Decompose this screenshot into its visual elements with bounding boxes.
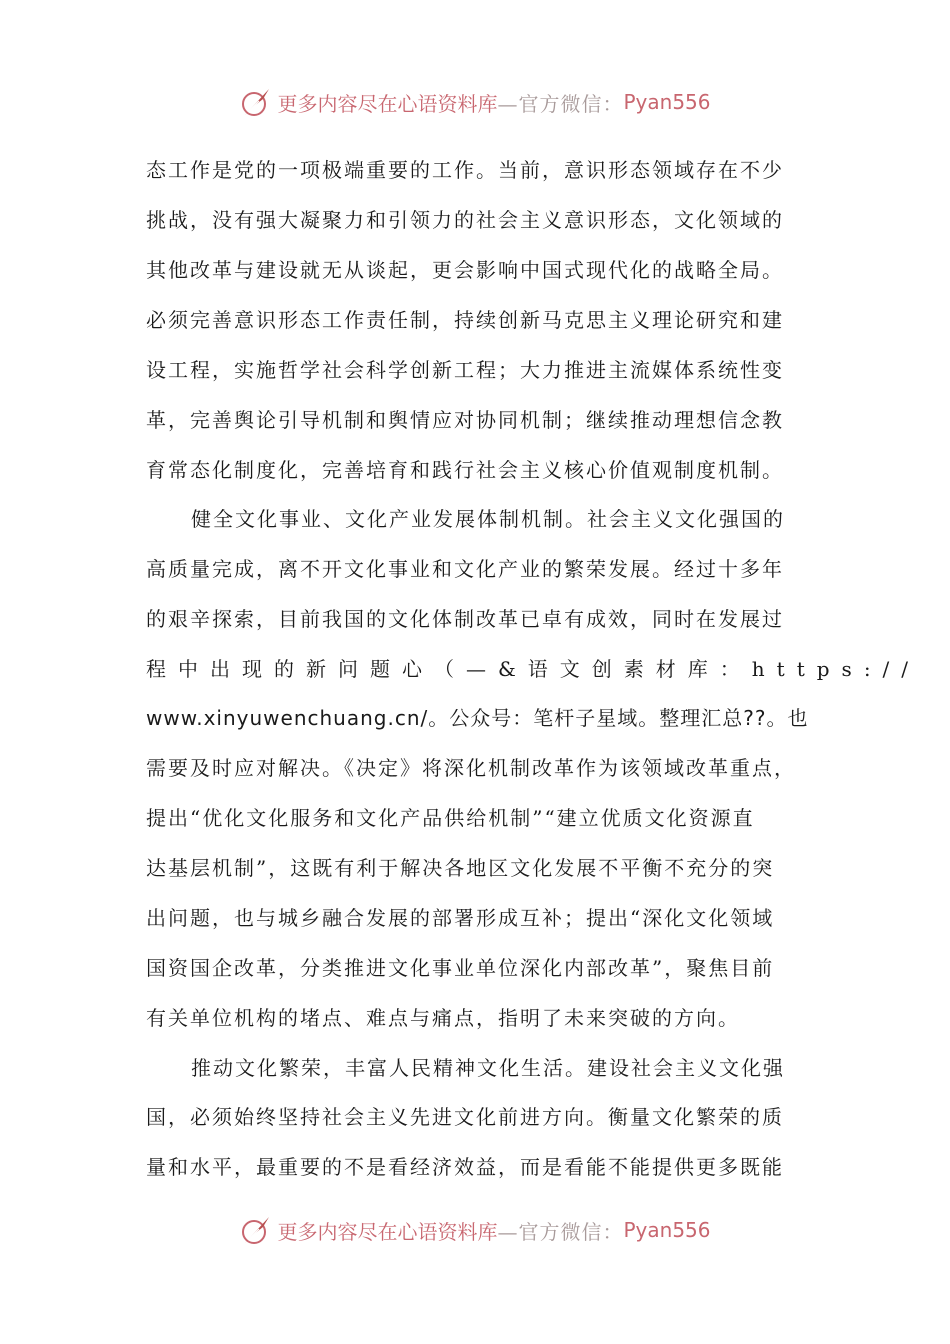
text-line: 需要及时应对解决。《决定》将深化机制改革作为该领域改革重点，	[146, 756, 796, 780]
footer-banner-title: 更多内容尽在心语资料库	[277, 1219, 498, 1244]
text-line: 国资国企改革，分类推进文化事业单位深化内部改革”，聚焦目前	[146, 956, 775, 980]
text-line: 的艰辛探索，目前我国的文化体制改革已卓有成效，同时在发展过	[146, 607, 784, 631]
header-banner-title: 更多内容尽在心语资料库	[277, 91, 498, 116]
text-line: 设工程，实施哲学社会科学创新工程；大力推进主流媒体系统性变	[146, 358, 784, 382]
header-banner-subtitle: —官方微信：	[497, 91, 624, 116]
text-line: 出问题，也与城乡融合发展的部署形成互补；提出“深化文化领域	[146, 906, 775, 930]
text-line: 国，必须始终坚持社会主义先进文化前进方向。衡量文化繁荣的质	[146, 1105, 784, 1129]
quill-logo-icon	[239, 85, 273, 119]
quill-logo-icon	[239, 1213, 273, 1247]
paragraph-heading-line: 推动文化繁荣，丰富人民精神文化生活。建设社会主义文化强	[191, 1056, 785, 1080]
text-line: 态工作是党的一项极端重要的工作。当前，意识形态领域存在不少	[146, 158, 784, 182]
footer-banner	[0, 1210, 950, 1250]
text-line: 其他改革与建设就无从谈起，更会影响中国式现代化的战略全局。	[146, 258, 784, 282]
text-line: 量和水平，最重要的不是看经济效益，而是看能不能提供更多既能	[146, 1155, 784, 1179]
text-line: 必须完善意识形态工作责任制，持续创新马克思主义理论研究和建	[146, 308, 784, 332]
text-line: 高质量完成，离不开文化事业和文化产业的繁荣发展。经过十多年	[146, 557, 784, 581]
text-line: 育常态化制度化，完善培育和践行社会主义核心价值观制度机制。	[146, 458, 784, 482]
text-line: 革，完善舆论引导机制和舆情应对协同机制；继续推动理想信念教	[146, 408, 784, 432]
text-line: 达基层机制”，这既有利于解决各地区文化发展不平衡不充分的突	[146, 856, 775, 880]
text-line: 有关单位机构的堵点、难点与痛点，指明了未来突破的方向。	[146, 1006, 740, 1030]
footer-banner-subtitle: —官方微信：	[497, 1219, 624, 1244]
header-banner-wechat-id: Pyan556	[623, 90, 711, 114]
text-line: 挑战，没有强大凝聚力和引领力的社会主义意识形态，文化领域的	[146, 208, 784, 232]
text-line: 提出“优化文化服务和文化产品供给机制”“建立优质文化资源直	[146, 806, 755, 830]
text-line-with-url: 程中出现的新问题心（—&语文创素材库：https://	[146, 657, 921, 681]
footer-banner-wechat-id: Pyan556	[623, 1218, 711, 1242]
text-line-with-url: www.xinyuwenchuang.cn/。公众号：笔杆子星域。整理汇总??。也	[146, 706, 809, 730]
paragraph-heading-line: 健全文化事业、文化产业发展体制机制。社会主义文化强国的	[191, 507, 785, 531]
header-banner	[0, 82, 950, 122]
